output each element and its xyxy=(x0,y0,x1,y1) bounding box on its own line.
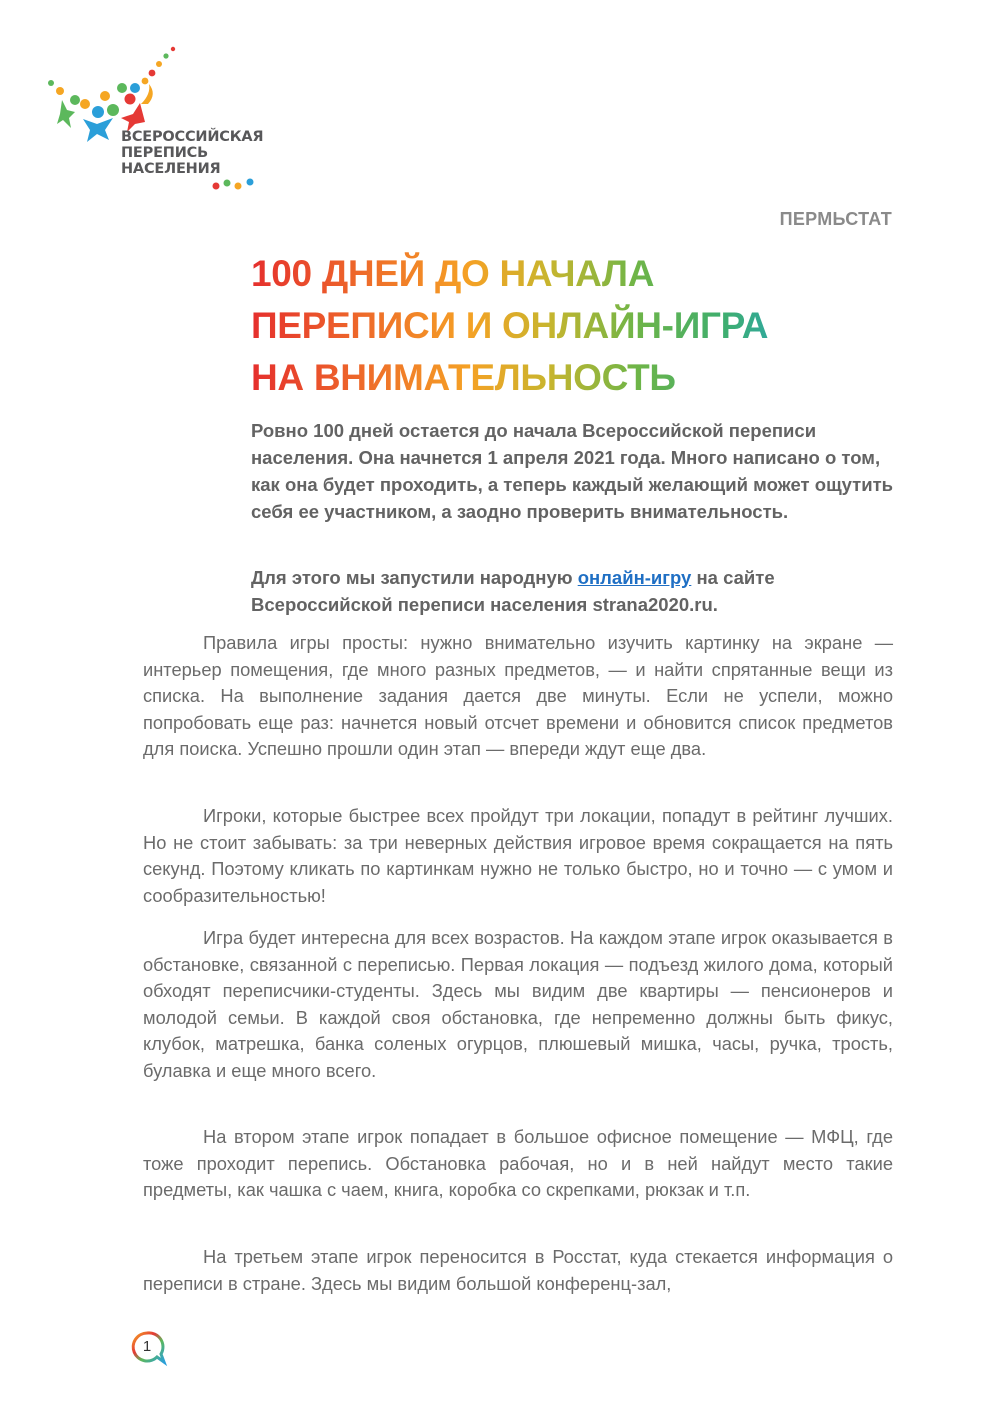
census-logo xyxy=(45,42,275,192)
title-line-1: 100 ДНЕЙ ДО НАЧАЛА xyxy=(251,253,655,294)
organization-label: ПЕРМЬСТАТ xyxy=(779,209,892,229)
page-number: 1 xyxy=(142,1338,152,1355)
body-paragraph: Правила игры просты: нужно внимательно изучить картинку на экране — интерьер помещения, где много разных предметов, — и найти спрятанные вещи из списка. На выполнение задания дается две минуты. Если не успели, можно попробовать еще раз: начнется новый отсчет времени и обновится список предметов для поиска. Успешно прошли один этап — впереди ждут еще два. xyxy=(143,632,893,760)
lead-paragraph-1: Ровно 100 дней остается до начала Всероссийской переписи населения. Она начнется 1 апреля 2021 года. Много написано о том, как она будет проходить, а теперь каждый желающий может ощутить себя ее участником, а заодно проверить внимательность. xyxy=(251,420,894,522)
lead-text-after-link: на сайте Всероссийской переписи населения strana2020.ru. xyxy=(251,567,775,615)
logo-line-1: ВСЕРОССИЙСКАЯ xyxy=(121,129,264,145)
page-number-badge xyxy=(130,1330,170,1370)
online-game-link[interactable]: онлайн-игру xyxy=(577,567,692,588)
logo-line-2: ПЕРЕПИСЬ xyxy=(121,145,208,161)
body-paragraph: На втором этапе игрок попадает в большое офисное помещение — МФЦ, где тоже проходит перепись. Обстановка рабочая, но и в ней найдут место такие предметы, как чашка с чаем, книга, коробка со скрепками, рюкзак и т.п. xyxy=(143,1126,893,1201)
logo-line-3: НАСЕЛЕНИЯ xyxy=(121,161,221,177)
lead-text-before-link: Для этого мы запустили народную xyxy=(251,567,578,588)
logo-text xyxy=(121,129,263,177)
body-paragraph: Игра будет интересна для всех возрастов. На каждом этапе игрок оказывается в обстановке, связанной с переписью. Первая локация — подъезд жилого дома, который обходят переписчики-студенты. Здесь мы видим две квартиры — пенсионеров и молодой семьи. В каждой своя обстановка, где непременно должны быть фикус, клубок, матрешка, банка соленых огурцов, плюшевый мишка, часы, ручка, трость, булавка и еще много всего. xyxy=(143,927,893,1081)
body-paragraph: Игроки, которые быстрее всех пройдут три локации, попадут в рейтинг лучших. Но не стоит забывать: за три неверных действия игровое время сокращается на пять секунд. Поэтому кликать по картинкам нужно не только быстро, но и точно — с умом и сообразительностью! xyxy=(143,805,893,906)
lead-paragraph-2 xyxy=(251,564,901,618)
page-title xyxy=(251,248,871,404)
title-line-3: НА ВНИМАТЕЛЬНОСТЬ xyxy=(251,357,676,398)
body-paragraph: На третьем этапе игрок переносится в Росстат, куда стекается информация о переписи в стране. Здесь мы видим большой конференц-зал, xyxy=(143,1246,893,1294)
title-line-2: ПЕРЕПИСИ И ОНЛАЙН-ИГРА xyxy=(251,305,769,346)
